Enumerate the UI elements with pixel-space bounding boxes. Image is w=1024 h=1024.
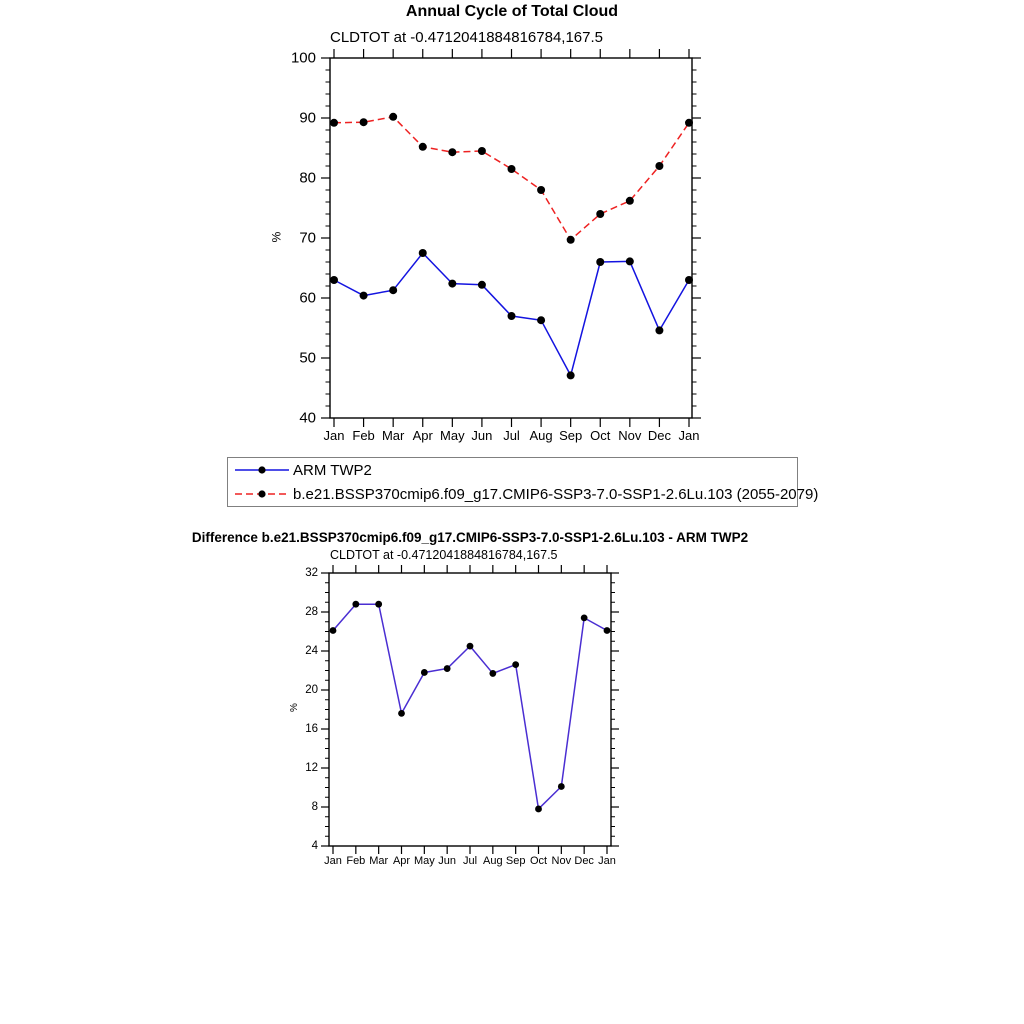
- y-tick-label: 28: [305, 606, 318, 618]
- data-point-marker: [352, 601, 359, 608]
- data-point-marker: [467, 643, 474, 650]
- x-tick-label: Nov: [618, 428, 642, 443]
- dashed-line-sample-icon: [234, 489, 290, 499]
- legend: [227, 457, 819, 507]
- x-tick-label: Oct: [529, 855, 548, 867]
- y-tick-label: 40: [299, 409, 316, 427]
- x-tick-label: Dec: [574, 855, 594, 867]
- x-tick-label: Feb: [346, 855, 366, 867]
- data-point-marker: [389, 286, 397, 294]
- data-point-marker: [448, 280, 456, 288]
- data-point-marker: [478, 281, 486, 289]
- x-tick-label: Jun: [471, 428, 493, 443]
- data-point-marker: [596, 258, 604, 266]
- legend-entry-model: [228, 482, 819, 506]
- data-point-marker: [581, 614, 588, 621]
- x-tick-label: Mar: [369, 855, 389, 867]
- x-tick-label: Apr: [392, 855, 411, 867]
- x-tick-label: Mar: [381, 428, 405, 443]
- series-line: [333, 604, 607, 809]
- data-point-marker: [537, 186, 545, 194]
- data-point-marker: [558, 783, 565, 790]
- y-tick-label: 90: [299, 109, 316, 127]
- y-tick-label: 32: [305, 567, 318, 579]
- x-tick-label: Jan: [678, 428, 700, 443]
- data-point-marker: [685, 119, 693, 127]
- data-point-marker: [330, 276, 338, 284]
- data-point-marker: [626, 197, 634, 205]
- data-point-marker: [448, 148, 456, 156]
- y-tick-label: 60: [299, 289, 316, 307]
- data-point-marker: [444, 665, 451, 672]
- axis-frame: [330, 58, 692, 418]
- data-point-marker: [596, 210, 604, 218]
- data-point-marker: [360, 292, 368, 300]
- top-chart-subtitle: CLDTOT at -0.4712041884816784,167.5: [330, 29, 603, 46]
- series-line: [334, 117, 689, 240]
- top-chart-y-axis-label: %: [269, 231, 284, 243]
- data-point-marker: [655, 326, 663, 334]
- x-tick-label: Dec: [647, 428, 671, 443]
- data-point-marker: [626, 257, 634, 265]
- x-tick-label: Jun: [438, 855, 457, 867]
- data-point-marker: [375, 601, 382, 608]
- x-tick-label: Jan: [323, 428, 345, 443]
- x-tick-label: Jul: [503, 428, 520, 443]
- legend-label: ARM TWP2: [293, 461, 372, 479]
- y-tick-label: 70: [299, 229, 316, 247]
- y-tick-label: 16: [305, 723, 318, 735]
- data-point-marker: [567, 371, 575, 379]
- bottom-chart-title: Difference b.e21.BSSP370cmip6.f09_g17.CMIP6-SSP3-7.0-SSP1-2.6Lu.103 - ARM TWP2: [191, 530, 749, 545]
- data-point-marker: [535, 806, 542, 813]
- x-tick-label: Jan: [324, 855, 342, 867]
- legend-label: b.e21.BSSP370cmip6.f09_g17.CMIP6-SSP3-7.0-SSP1-2.6Lu.103 (2055-2079): [293, 485, 819, 503]
- legend-entry-arm-twp2: [228, 458, 797, 482]
- y-tick-label: 8: [311, 801, 318, 813]
- y-tick-label: 20: [305, 684, 318, 696]
- data-point-marker: [360, 118, 368, 126]
- data-point-marker: [567, 236, 575, 244]
- x-tick-label: May: [440, 428, 465, 443]
- data-point-marker: [489, 670, 496, 677]
- y-tick-label: 100: [290, 49, 316, 67]
- data-point-marker: [419, 249, 427, 257]
- data-point-marker: [604, 627, 611, 634]
- y-tick-label: 50: [299, 349, 316, 367]
- x-tick-label: Nov: [551, 855, 572, 867]
- x-tick-label: Feb: [352, 428, 375, 443]
- data-point-marker: [419, 143, 427, 151]
- data-point-marker: [398, 710, 405, 717]
- data-point-marker: [655, 162, 663, 170]
- x-tick-label: Oct: [590, 428, 611, 443]
- x-tick-label: Aug: [529, 428, 553, 443]
- top-chart-title: Annual Cycle of Total Cloud: [405, 3, 619, 20]
- x-tick-label: Apr: [412, 428, 433, 443]
- data-point-marker: [330, 119, 338, 127]
- data-point-marker: [330, 627, 337, 634]
- x-tick-label: Jan: [598, 855, 616, 867]
- bottom-chart-y-axis-label: %: [288, 703, 300, 712]
- x-tick-label: Sep: [505, 855, 526, 867]
- data-point-marker: [537, 316, 545, 324]
- x-tick-label: May: [413, 855, 435, 867]
- data-point-marker: [508, 165, 516, 173]
- y-tick-label: 24: [305, 645, 318, 657]
- axis-frame: [329, 573, 611, 846]
- data-point-marker: [508, 312, 516, 320]
- x-tick-label: Aug: [483, 855, 503, 867]
- data-point-marker: [421, 669, 428, 676]
- y-tick-label: 4: [311, 840, 318, 852]
- y-tick-label: 80: [299, 169, 316, 187]
- data-point-marker: [389, 113, 397, 121]
- solid-line-sample-icon: [234, 465, 290, 475]
- y-tick-label: 12: [305, 762, 318, 774]
- data-point-marker: [685, 276, 693, 284]
- data-point-marker: [478, 147, 486, 155]
- x-tick-label: Sep: [559, 428, 583, 443]
- data-point-marker: [512, 661, 519, 668]
- x-tick-label: Jul: [462, 855, 478, 867]
- bottom-chart-subtitle: CLDTOT at -0.4712041884816784,167.5: [330, 548, 558, 562]
